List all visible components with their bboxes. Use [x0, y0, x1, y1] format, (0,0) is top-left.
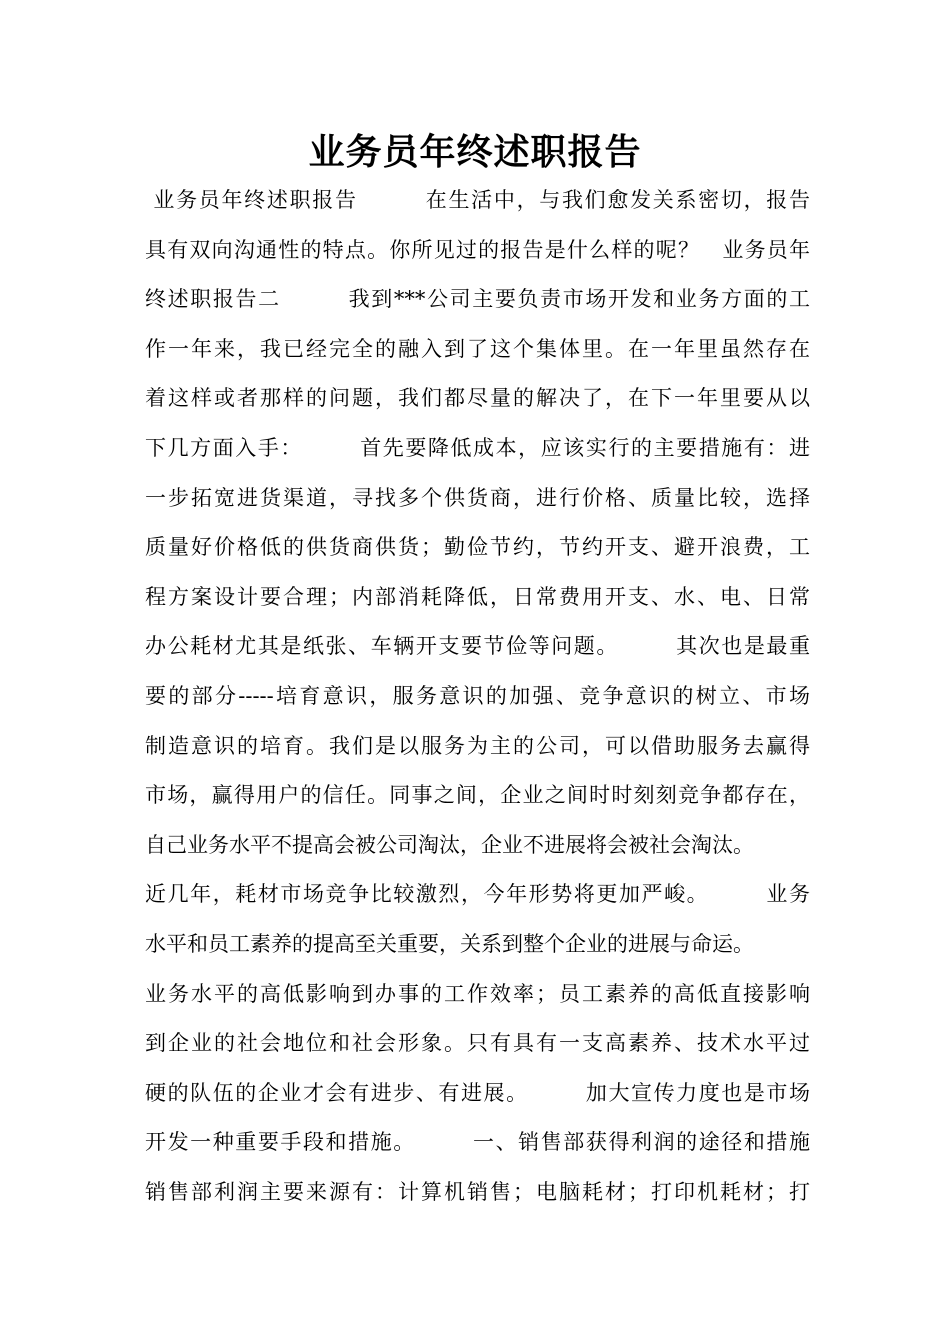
text-line: 自己业务水平不提高会被公司淘汰，企业不进展将会被社会淘汰。	[145, 832, 754, 857]
text-line: 一步拓宽进货渠道，寻找多个供货商，进行价格、质量比较，选择	[145, 485, 810, 510]
text-line: 制造意识的培育。我们是以服务为主的公司，可以借助服务去赢得	[145, 733, 810, 758]
text-line: 程方案设计要合理；内部消耗降低，日常费用开支、水、电、日常	[145, 584, 810, 609]
text-line: 硬的队伍的企业才会有进步、有进展。 加大宣传力度也是市场	[145, 1080, 810, 1105]
text-line: 质量好价格低的供货商供货；勤俭节约，节约开支、避开浪费，工	[145, 535, 810, 560]
text-line: 具有双向沟通性的特点。你所见过的报告是什么样的呢？ 业务员年	[145, 237, 810, 262]
text-line: 着这样或者那样的问题，我们都尽量的解决了，在下一年里要从以	[145, 386, 810, 411]
text-line: 作一年来，我已经完全的融入到了这个集体里。在一年里虽然存在	[145, 336, 810, 361]
document-title: 业务员年终述职报告	[308, 131, 642, 173]
text-line: 办公耗材尤其是纸张、车辆开支要节俭等问题。 其次也是最重	[145, 634, 810, 659]
document-body	[145, 176, 810, 1217]
text-line: 开发一种重要手段和措施。 一、销售部获得利润的途径和措施	[145, 1130, 810, 1155]
text-line: 近几年，耗材市场竞争比较激烈，今年形势将更加严峻。 业务	[145, 882, 810, 907]
text-line: 下几方面入手： 首先要降低成本，应该实行的主要措施有：进	[145, 435, 810, 460]
text-line: 终述职报告二 我到***公司主要负责市场开发和业务方面的工	[145, 287, 810, 312]
text-line: 业务水平的高低影响到办事的工作效率；员工素养的高低直接影响	[145, 981, 810, 1006]
text-line: 销售部利润主要来源有：计算机销售；电脑耗材；打印机耗材；打	[145, 1179, 810, 1204]
text-line: 业务员年终述职报告 在生活中，与我们愈发关系密切，报告	[145, 188, 810, 212]
text-line: 水平和员工素养的提高至关重要，关系到整个企业的进展与命运。	[145, 931, 754, 956]
text-line: 到企业的社会地位和社会形象。只有具有一支高素养、技术水平过	[145, 1031, 810, 1056]
text-line: 要的部分-----培育意识，服务意识的加强、竞争意识的树立、市场	[145, 683, 810, 708]
text-line: 市场，赢得用户的信任。同事之间，企业之间时时刻刻竞争都存在，	[145, 783, 810, 808]
